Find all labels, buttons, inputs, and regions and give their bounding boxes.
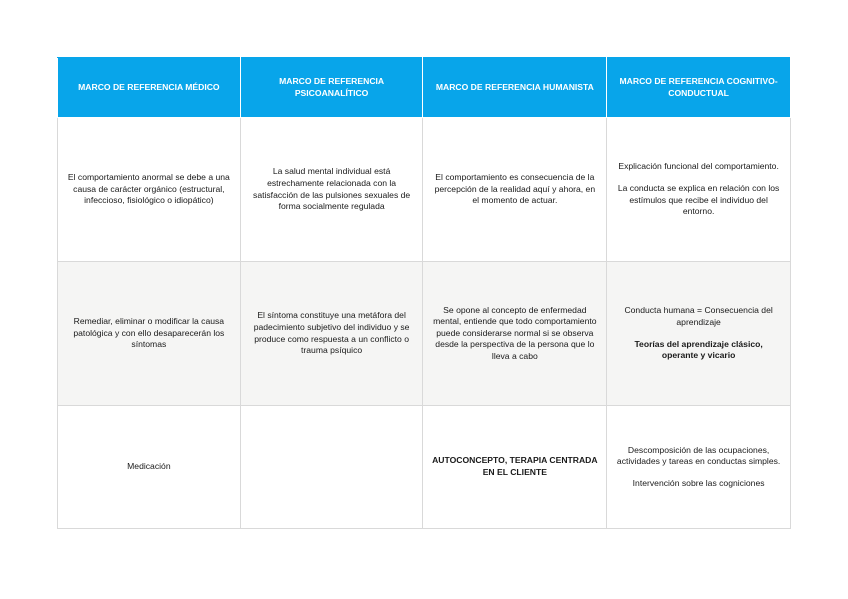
cell-humanist-approach (423, 262, 607, 406)
cell-text: Explicación funcional del comportamiento. (618, 161, 779, 172)
cell-medical-intervention (58, 406, 241, 529)
header-row (58, 58, 791, 118)
cell-text: Conducta humana = Consecuencia del aprendizaje (624, 305, 773, 327)
cell-text: Medicación (127, 461, 171, 472)
cell-psychoanalytic-intervention (240, 406, 423, 529)
cell-text: AUTOCONCEPTO, TERAPIA CENTRADA EN EL CLIENTE (432, 455, 598, 477)
cell-text: Teorías del aprendizaje clásico, operante y vicario (634, 338, 763, 361)
cell-text: La salud mental individual está estrechamente relacionada con la satisfacción de las pulsiones sexuales de forma socialmente regulada (253, 166, 411, 212)
cell-cognitive-approach (607, 262, 791, 406)
cell-medical-approach (58, 262, 241, 406)
cell-text: El comportamiento es consecuencia de la percepción de la realidad aquí y ahora, en el momento de actuar. (434, 172, 596, 206)
table-header (58, 58, 791, 118)
cell-text: Remediar, eliminar o modificar la causa patológica y con ello desaparecerán los síntomas (73, 316, 225, 350)
cell-text: Descomposición de las ocupaciones, actividades y tareas en conductas simples. (616, 444, 781, 467)
cell-humanist-explanation (423, 118, 607, 262)
cell-text: La conducta se explica en relación con los estímulos que recibe el individuo del entorno. (617, 182, 780, 217)
table-body (58, 118, 791, 529)
cell-text: Intervención sobre las cogniciones (632, 477, 765, 488)
cell-cognitive-intervention (607, 406, 791, 529)
reference-frameworks-table (57, 57, 791, 529)
table-row (58, 262, 791, 406)
cell-humanist-intervention (423, 406, 607, 529)
header-psychoanalytic: MARCO DE REFERENCIA PSICOANALÍTICO (240, 58, 423, 118)
header-humanist: MARCO DE REFERENCIA HUMANISTA (423, 58, 607, 118)
cell-text: El síntoma constituye una metáfora del padecimiento subjetivo del individuo y se produce como respuesta a un conflicto o trauma psíquico (253, 310, 410, 356)
table-row (58, 406, 791, 529)
cell-text: El comportamiento anormal se debe a una causa de carácter orgánico (estructural, infeccioso, fisiológico o idiopático) (67, 172, 230, 206)
cell-text: Se opone al concepto de enfermedad mental, entiende que todo comportamiento puede considerarse normal si se observa desde la perspectiva de la persona que lo lleva a cabo (433, 304, 597, 361)
header-cognitive-behavioral: MARCO DE REFERENCIA COGNITIVO-CONDUCTUAL (607, 58, 791, 118)
cell-cognitive-explanation (607, 118, 791, 262)
header-medical: MARCO DE REFERENCIA MÉDICO (58, 58, 241, 118)
table-row (58, 118, 791, 262)
cell-psychoanalytic-explanation (240, 118, 423, 262)
cell-medical-explanation (58, 118, 241, 262)
cell-psychoanalytic-approach (240, 262, 423, 406)
